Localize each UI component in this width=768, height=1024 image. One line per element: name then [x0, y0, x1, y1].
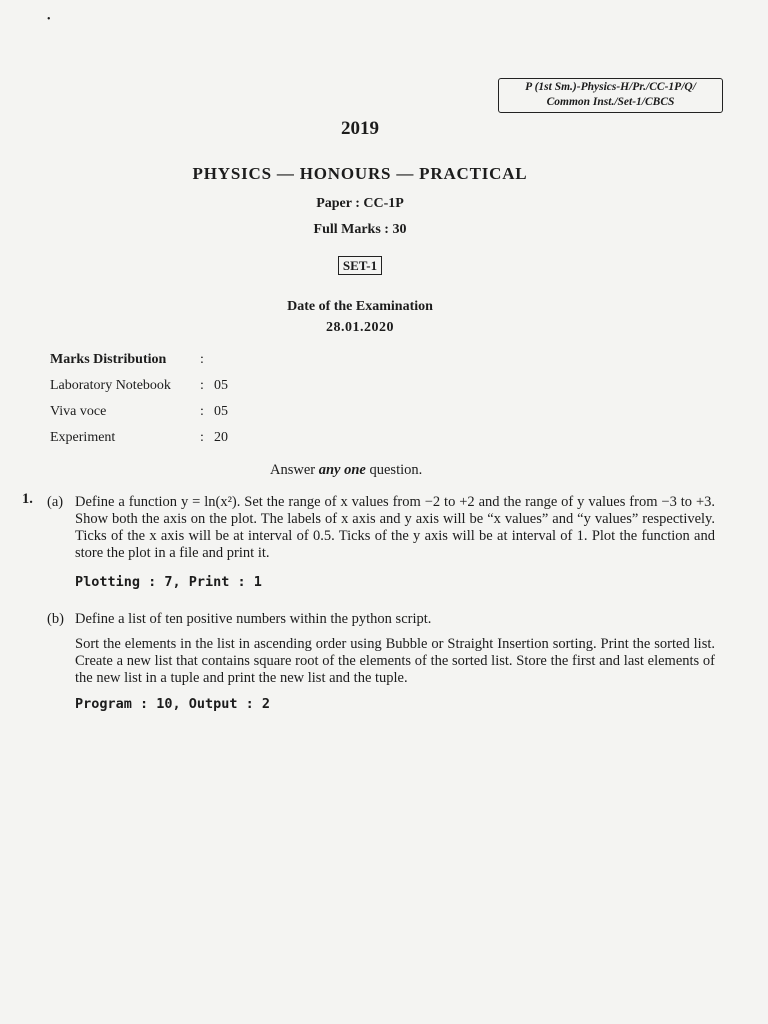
part-a-text: Define a function y = ln(x²). Set the range of x values from −2 to +2 and the range of y values from −3 to +3. Show both the axis on the plot. The labels of x axis and y axis will be “x values” and “y values” respectively. Ticks of the x axis will be at interval of 0.5. Ticks of the y axis will be at interval of 1. Plot the function and store the plot in a file and print it.	[75, 494, 715, 561]
part-b-marks: Program : 10, Output : 2	[75, 696, 271, 712]
part-b-text: Define a list of ten positive numbers within the python script.	[75, 611, 432, 627]
answer-instruction	[270, 462, 422, 479]
marks-title: Marks Distribution	[50, 352, 167, 367]
marks-distribution	[50, 347, 228, 451]
set-badge: SET-1	[338, 256, 382, 275]
marks-item-label: Experiment	[50, 430, 116, 445]
marks-item-value: 05	[214, 404, 228, 419]
exam-year: 2019	[341, 118, 379, 139]
question-number: 1.	[22, 491, 33, 507]
subject-title: PHYSICS — HONOURS — PRACTICAL	[192, 164, 528, 183]
instruction-prefix: Answer	[270, 462, 316, 478]
paper-code-line2: Common Inst./Set-1/CBCS	[546, 96, 675, 108]
exam-date: 28.01.2020	[326, 320, 394, 335]
marks-row	[50, 425, 228, 451]
paper-code-line1: P (1st Sm.)-Physics-H/Pr./CC-1P/Q/	[525, 81, 696, 93]
marks-item-label: Laboratory Notebook	[50, 378, 171, 393]
paper-code: Paper : CC-1P	[316, 196, 404, 211]
marks-row	[50, 399, 228, 425]
marks-item-value: 05	[214, 378, 228, 393]
marks-colon: :	[200, 352, 204, 367]
part-b-paragraph: Sort the elements in the list in ascending order using Bubble or Straight Insertion sorting. Print the sorted list. Create a new list that contains square root of the elements of the sorted list. Store the first and last elements of the new list in a tuple and print the new list and the tuple.	[75, 636, 715, 686]
full-marks: Full Marks : 30	[313, 222, 407, 237]
paper-code-box	[498, 78, 723, 113]
instruction-suffix: question.	[369, 462, 423, 478]
part-a-marks: Plotting : 7, Print : 1	[75, 574, 262, 590]
part-a-label: (a)	[47, 494, 64, 510]
date-label: Date of the Examination	[287, 299, 433, 314]
marks-header	[50, 347, 228, 373]
stray-mark: •	[47, 14, 51, 25]
set-badge-wrap	[0, 256, 720, 275]
marks-item-label: Viva voce	[50, 404, 107, 419]
part-b-label: (b)	[47, 611, 64, 627]
marks-colon: :	[200, 378, 204, 393]
marks-row	[50, 373, 228, 399]
marks-colon: :	[200, 404, 204, 419]
marks-colon: :	[200, 430, 204, 445]
instruction-emphasis: any one	[318, 462, 366, 478]
marks-item-value: 20	[214, 430, 228, 445]
